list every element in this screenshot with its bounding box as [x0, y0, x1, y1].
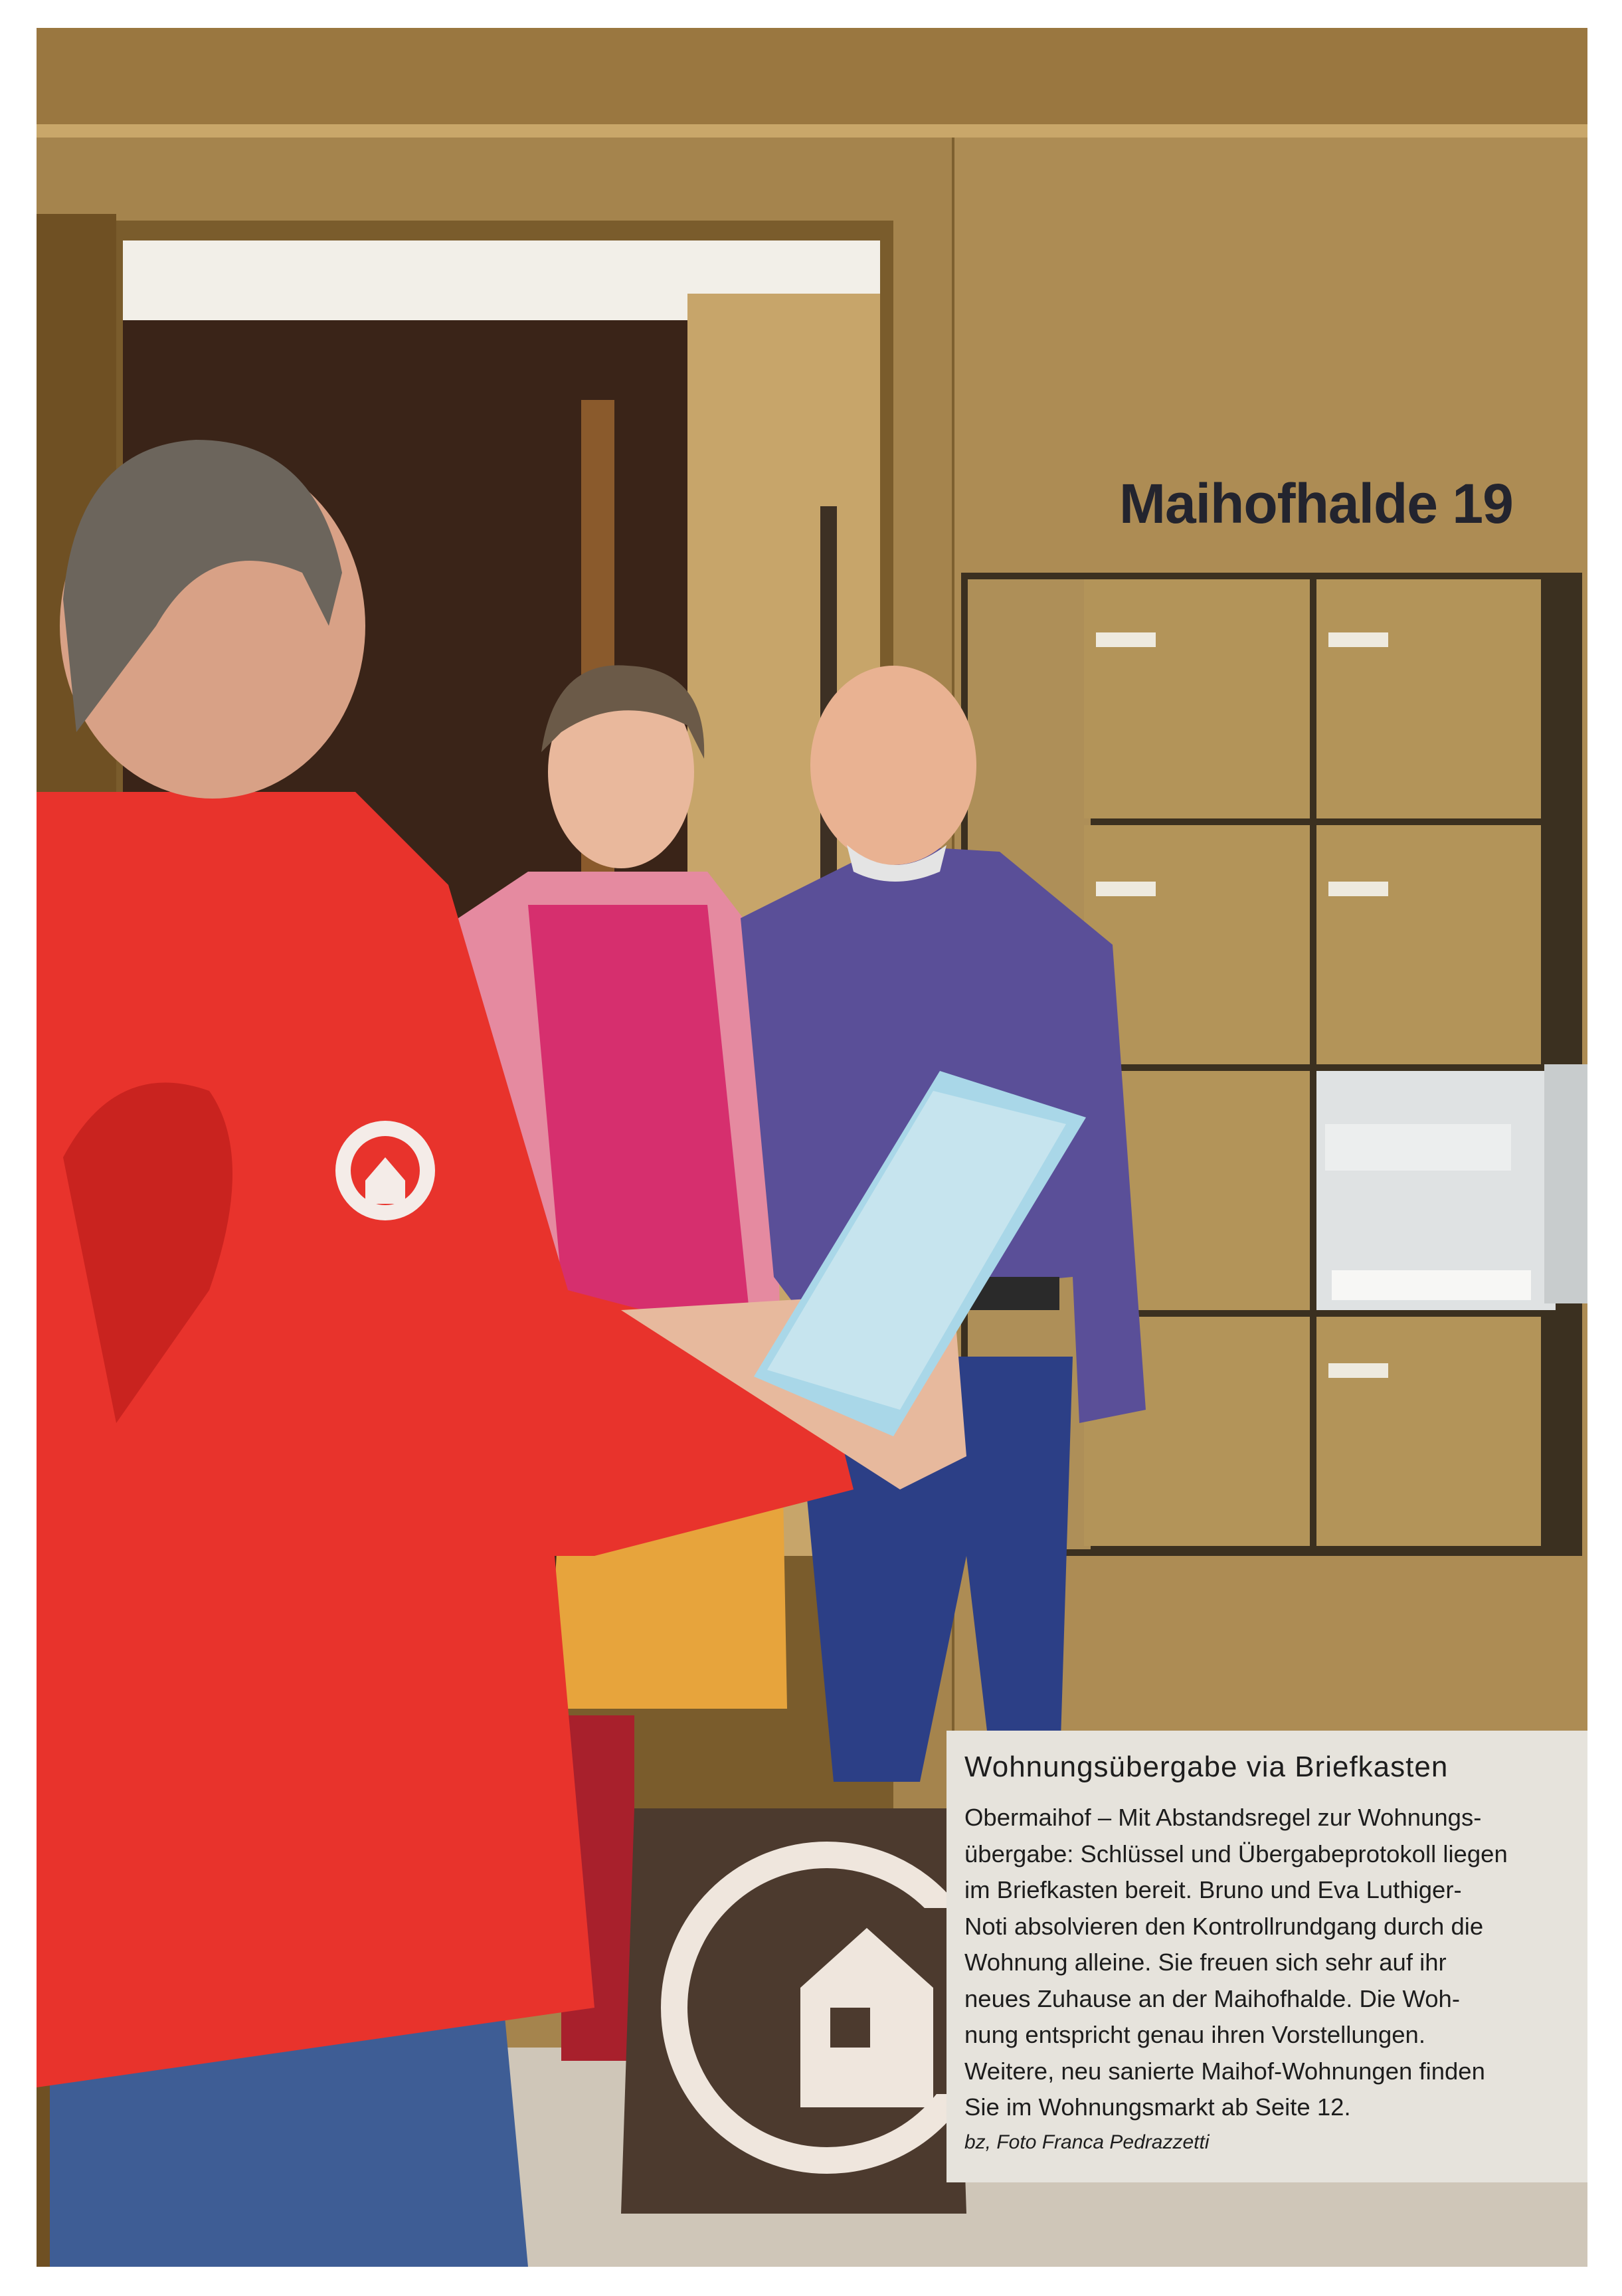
caption-line: Wohnung alleine. Sie freuen sich sehr auf ihr — [964, 1949, 1447, 1976]
caption-line: im Briefkasten bereit. Bruno und Eva Luthiger- — [964, 1876, 1462, 1903]
caption-title: Wohnungsübergabe via Briefkasten — [964, 1751, 1449, 1783]
caption-line: Noti absolvieren den Kontrollrundgang durch die — [964, 1912, 1484, 1940]
caption-line: übergabe: Schlüssel und Übergabeprotokoll liegen — [964, 1840, 1508, 1867]
caption-body — [964, 1800, 1565, 2126]
shopping-bag — [621, 1808, 980, 2214]
photo-caption — [946, 1731, 1587, 2182]
caption-line: nung entspricht genau ihren Vorstellungen. — [964, 2021, 1425, 2048]
photo-credit: bz, Foto Franca Pedrazzetti — [964, 2131, 1210, 2153]
address-sign: Maihofhalde 19 — [1119, 472, 1513, 535]
caption-line: Obermaihof – Mit Abstandsregel zur Wohnungs- — [964, 1804, 1482, 1831]
caption-line: neues Zuhause an der Maihofhalde. Die Woh- — [964, 1984, 1461, 2012]
caption-line: Weitere, neu sanierte Maihof-Wohnungen finden — [964, 2057, 1485, 2085]
caption-line: Sie im Wohnungsmarkt ab Seite 12. — [964, 2093, 1351, 2121]
